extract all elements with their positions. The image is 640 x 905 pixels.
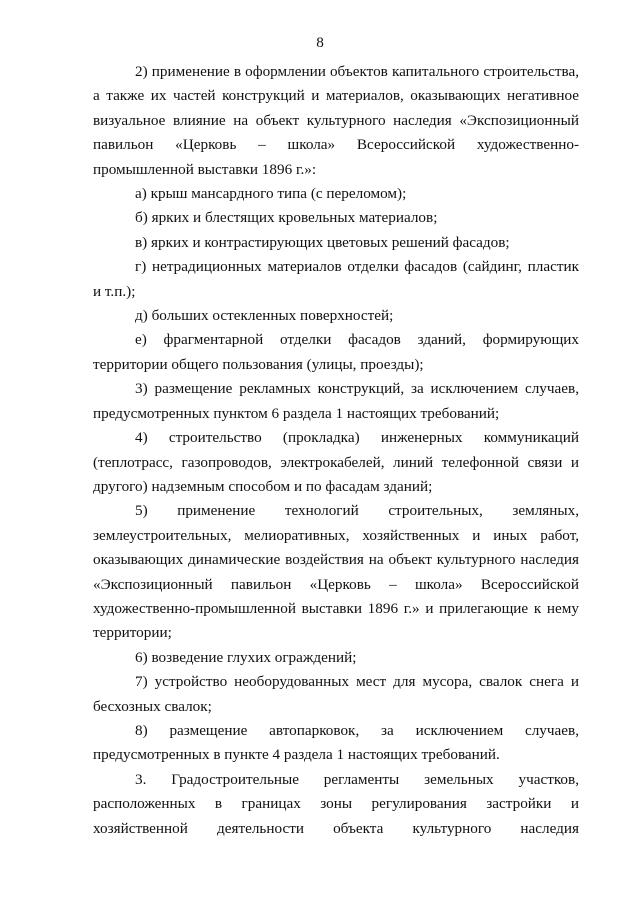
subitem-e: е) фрагментарной отделки фасадов зданий, формирующих территории общего пользования (улицы, проезды); [93,331,579,373]
subitem-a: а) крыш мансардного типа (с переломом); [135,185,407,203]
paragraph-item-6: 6) возведение глухих ограждений; [135,648,357,666]
paragraph-item-8: 8) размещение автопарковок, за исключением случаев, предусмотренных в пункте 4 раздела 1 настоящих требований. [93,721,579,764]
subitem-v: в) ярких и контрастирующих цветовых решений фасадов; [135,233,510,251]
page-number: 8 [316,34,324,51]
paragraph-item-7: 7) устройство необорудованных мест для мусора, свалок снега и бесхозных свалок; [93,673,579,715]
subitem-b: б) ярких и блестящих кровельных материалов; [135,209,438,227]
subitem-g: г) нетрадиционных материалов отделки фасадов (сайдинг, пластик и т.п.); [93,258,579,300]
subitem-d: д) больших остекленных поверхностей; [135,307,394,325]
section-3-paragraph: 3. Градостроительные регламенты земельных участков, расположенных в границах зоны регулирования застройки и хозяйственной деятельности объекта культурного наследия [93,770,579,837]
paragraph-item-4: 4) строительство (прокладка) инженерных коммуникаций (теплотрасс, газопроводов, электрокабелей, линий телефонной связи и другого) надземным способом и по фасадам зданий; [93,429,579,495]
paragraph-item-2: 2) применение в оформлении объектов капитального строительства, а также их частей конструкций и материалов, оказывающих негативное визуальное влияние на объект культурного наследия «Экспозиционный павильон «Церковь – школа» Всероссийской художественно-промышленной выставки 1896 г.»: [93,63,579,178]
document-body [93,60,579,841]
paragraph-item-3: 3) размещение рекламных конструкций, за исключением случаев, предусмотренных пунктом 6 раздела 1 настоящих требований; [93,380,579,422]
paragraph-item-5: 5) применение технологий строительных, земляных, землеустроительных, мелиоративных, хозяйственных и иных работ, оказывающих динамические воздействия на объект культурного наследия «Экспозиционный павильон «Церковь – школа» Всероссийской художественно-промышленной выставки 1896 г.» и прилегающие к нему территории; [93,502,579,642]
